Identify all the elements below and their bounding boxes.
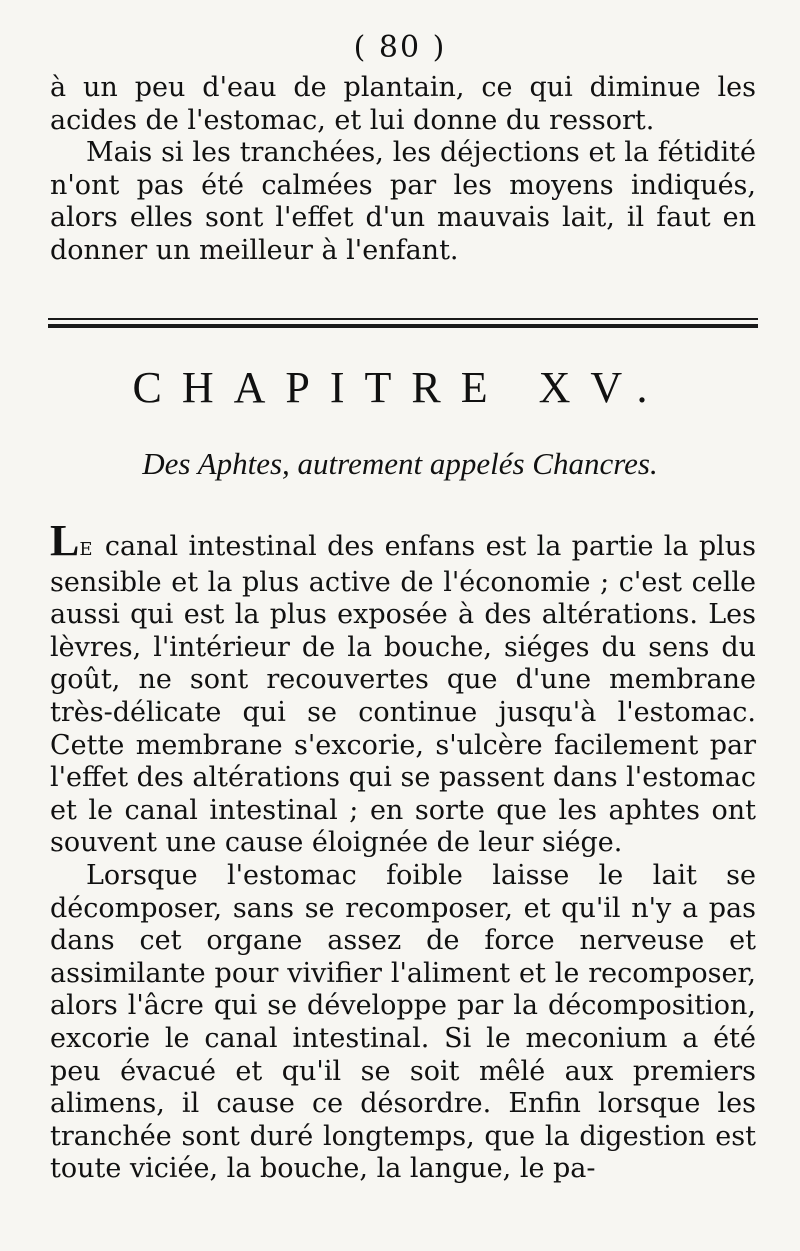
chapter-title: CHAPITRE XV. <box>132 363 668 412</box>
divider-line-bottom <box>48 324 758 328</box>
continued-paragraph: à un peu d'eau de plantain, ce qui diminue les acides de l'estomac, et lui donne du ressort. <box>50 72 756 136</box>
top-text-block <box>50 72 756 268</box>
small-caps: E <box>79 539 95 560</box>
chapter-subtitle: Des Aphtes, autrement appelés Chancres. <box>142 446 658 481</box>
paragraph-text: canal intestinal des enfans est la partie la plus sensible et la plus active de l'économie ; c'est celle aussi qui est la plus exposée à des altérations. Les lèvres, l'intérieur de la bouche, siéges du sens du goût, ne sont recouvertes que d'une membrane très-délicate qui se continue jusqu'à l'estomac. Cette membrane s'excorie, s'ulcère facilement par l'effet des altérations qui se passent dans l'estomac et le canal intestinal ; en sorte que les aphtes ont souvent une cause éloignée de leur siége. <box>50 531 756 859</box>
chapter-body <box>50 516 756 1186</box>
page-number: ( 80 ) <box>353 30 447 65</box>
drop-cap: L <box>50 516 80 565</box>
paragraph-tranchees: Mais si les tranchées, les déjections et la fétidité n'ont pas été calmées par les moyens indiqués, alors elles sont l'effet d'un mauvais lait, il faut en donner un meilleur à l'enfant. <box>50 137 756 266</box>
paragraph-canal-intestinal <box>50 516 756 860</box>
paragraph-estomac-foible: Lorsque l'estomac foible laisse le lait se décomposer, sans se recomposer, et qu'il n'y a pas dans cet organe assez de force nerveuse et assimilante pour vivifier l'aliment et le recomposer, alors l'âcre qui se développe par la décomposition, excorie le canal intestinal. Si le meconium a été peu évacué et qu'il se soit mêlé aux premiers alimens, il cause ce désordre. Enfin lorsque les tranchée sont duré longtemps, que la digestion est toute viciée, la bouche, la langue, le pa- <box>50 859 756 1185</box>
divider-line-top <box>48 318 758 320</box>
